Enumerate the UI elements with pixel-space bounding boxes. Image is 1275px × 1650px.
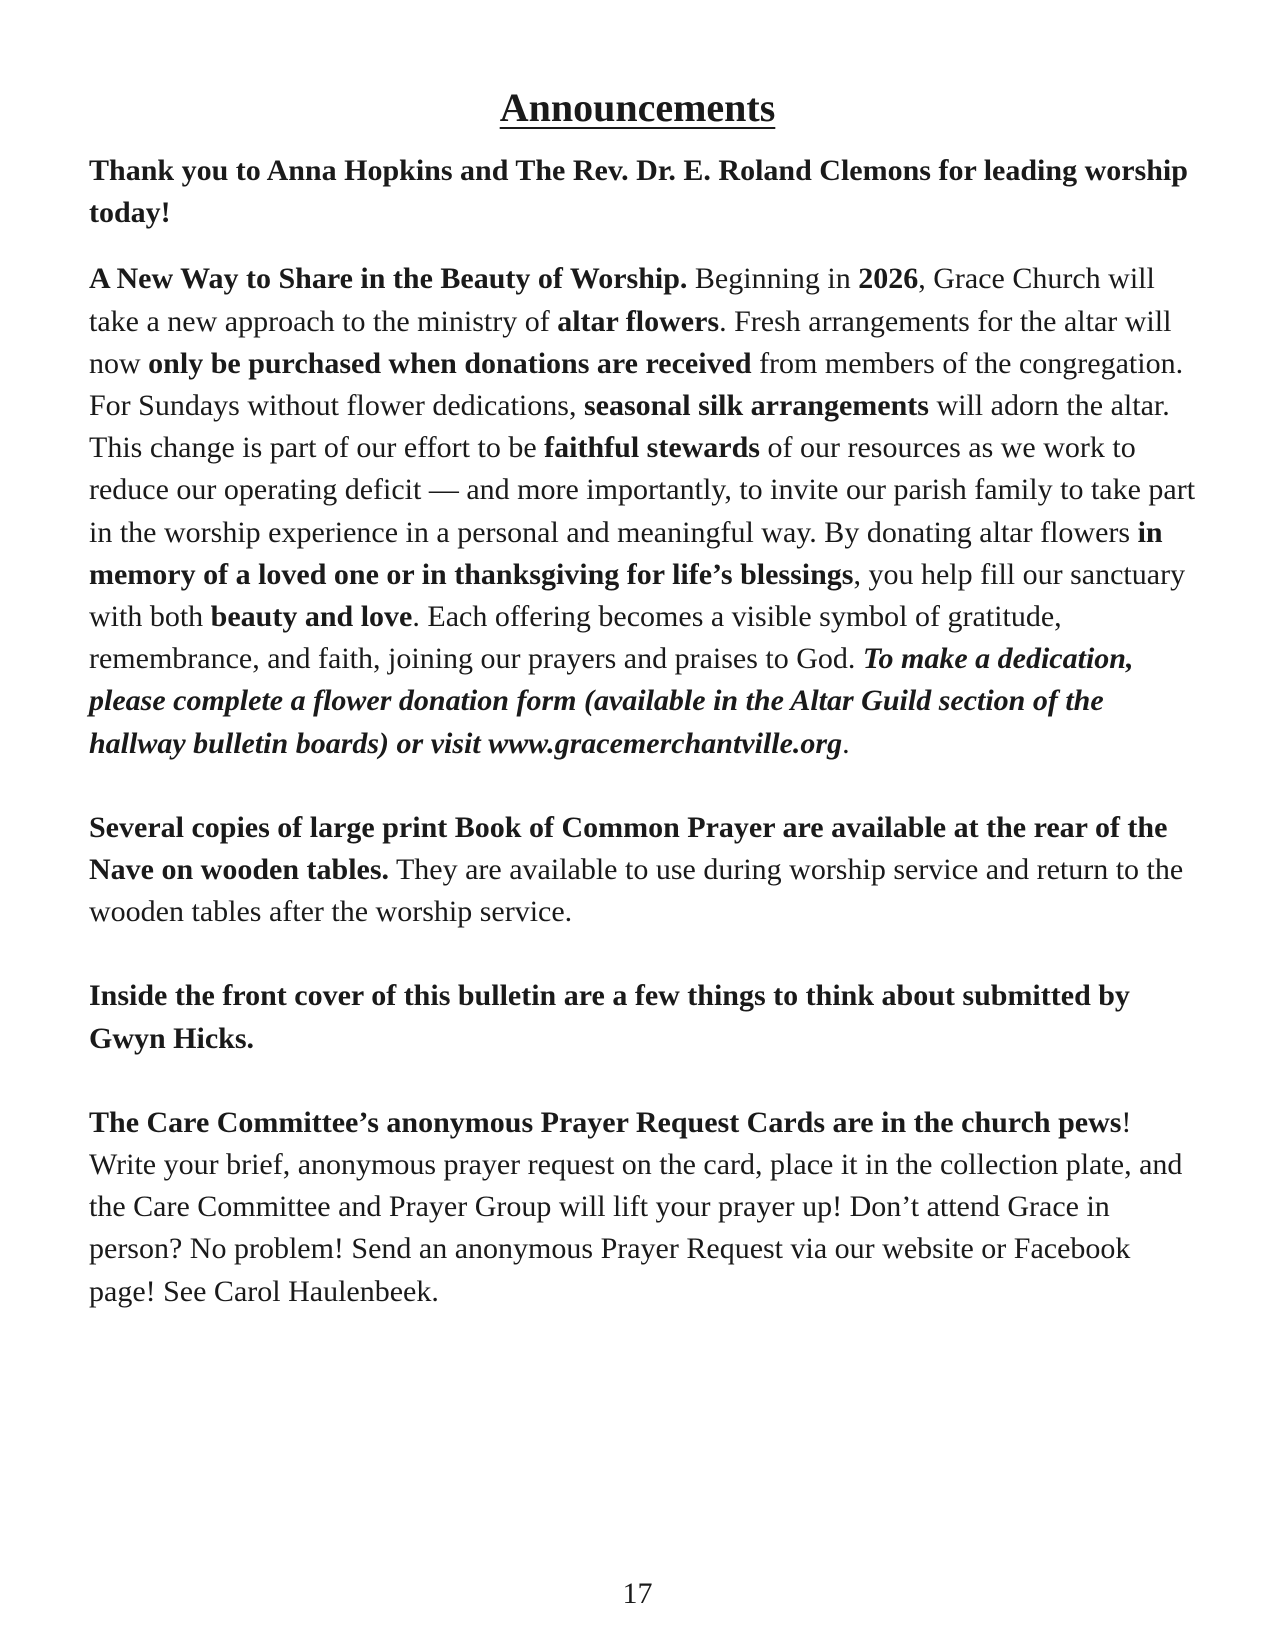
text-span: , you help fill our sanctuary with both — [89, 557, 1186, 634]
announcement-altar-flowers — [89, 258, 1199, 764]
text-span: They are available to use during worship service and return to the wooden tables after the worship service. — [89, 853, 1184, 929]
text-span: from members of the congregation. For Sundays without flower dedications, — [89, 346, 1184, 423]
text-span: . Fresh arrangements for the altar will now — [89, 304, 1172, 380]
bold-span: only be purchased when donations are received — [148, 346, 752, 380]
page-title: Announcements — [499, 85, 776, 130]
announcements-body — [89, 150, 1199, 1313]
altar-flowers-heading: A New Way to Share in the Beauty of Worship. — [89, 262, 688, 296]
bold-span: in memory of a loved one or in thanksgiving for life’s blessings — [89, 515, 1163, 591]
text-span: will adorn the altar. This change is part of our effort to be — [89, 389, 1170, 465]
announcement-thank-you — [89, 150, 1199, 234]
text-span: , Grace Church will take a new approach to the ministry of — [89, 262, 1155, 338]
bold-span: Several copies of large print Book of Common Prayer are available at the rear of the Nave on wooden tables. — [89, 810, 1168, 887]
bold-span: seasonal silk arrangements — [583, 389, 929, 423]
bold-span: faithful stewards — [544, 431, 760, 465]
dedication-instructions: To make a dedication, please complete a flower donation form (available in the Altar Guild section of the hallway bulletin boards) or visit www.gracemerchantville.org — [89, 642, 1134, 760]
announcement-front-cover — [89, 975, 1199, 1059]
page-number: 17 — [622, 1577, 653, 1610]
text-span: . — [842, 726, 850, 760]
bold-span: The Care Committee’s anonymous Prayer Request Cards are in the church pews — [89, 1105, 1122, 1139]
text-span: of our resources as we work to reduce our operating deficit — and more importantly, to invite our parish family to take part in the worship experience in a personal and meaningful way. By donating altar flowers — [89, 431, 1196, 549]
bold-span: beauty and love — [210, 600, 413, 634]
bold-span: altar flowers — [557, 304, 720, 338]
bold-span: Inside the front cover of this bulletin are a few things to think about submitted by Gwyn Hicks. — [89, 979, 1130, 1055]
announcement-prayer-cards — [89, 1102, 1199, 1313]
text-span: Beginning in — [687, 262, 859, 296]
bold-span: 2026 — [858, 262, 919, 296]
announcement-large-print-bcp — [89, 807, 1199, 934]
text-span: . Each offering becomes a visible symbol of gratitude, remembrance, and faith, joining our prayers and praises to God. — [89, 600, 1062, 676]
text-span: ! Write your brief, anonymous prayer request on the card, place it in the collection plate, and the Care Committee and Prayer Group will lift your prayer up! Don’t attend Grace in person? No problem! Send an anonymous Prayer Request via our website or Facebook page! See Carol Haulenbeek. — [89, 1105, 1183, 1308]
thank-you-text: Thank you to Anna Hopkins and The Rev. Dr. E. Roland Clemons for leading worship today! — [89, 154, 1188, 230]
